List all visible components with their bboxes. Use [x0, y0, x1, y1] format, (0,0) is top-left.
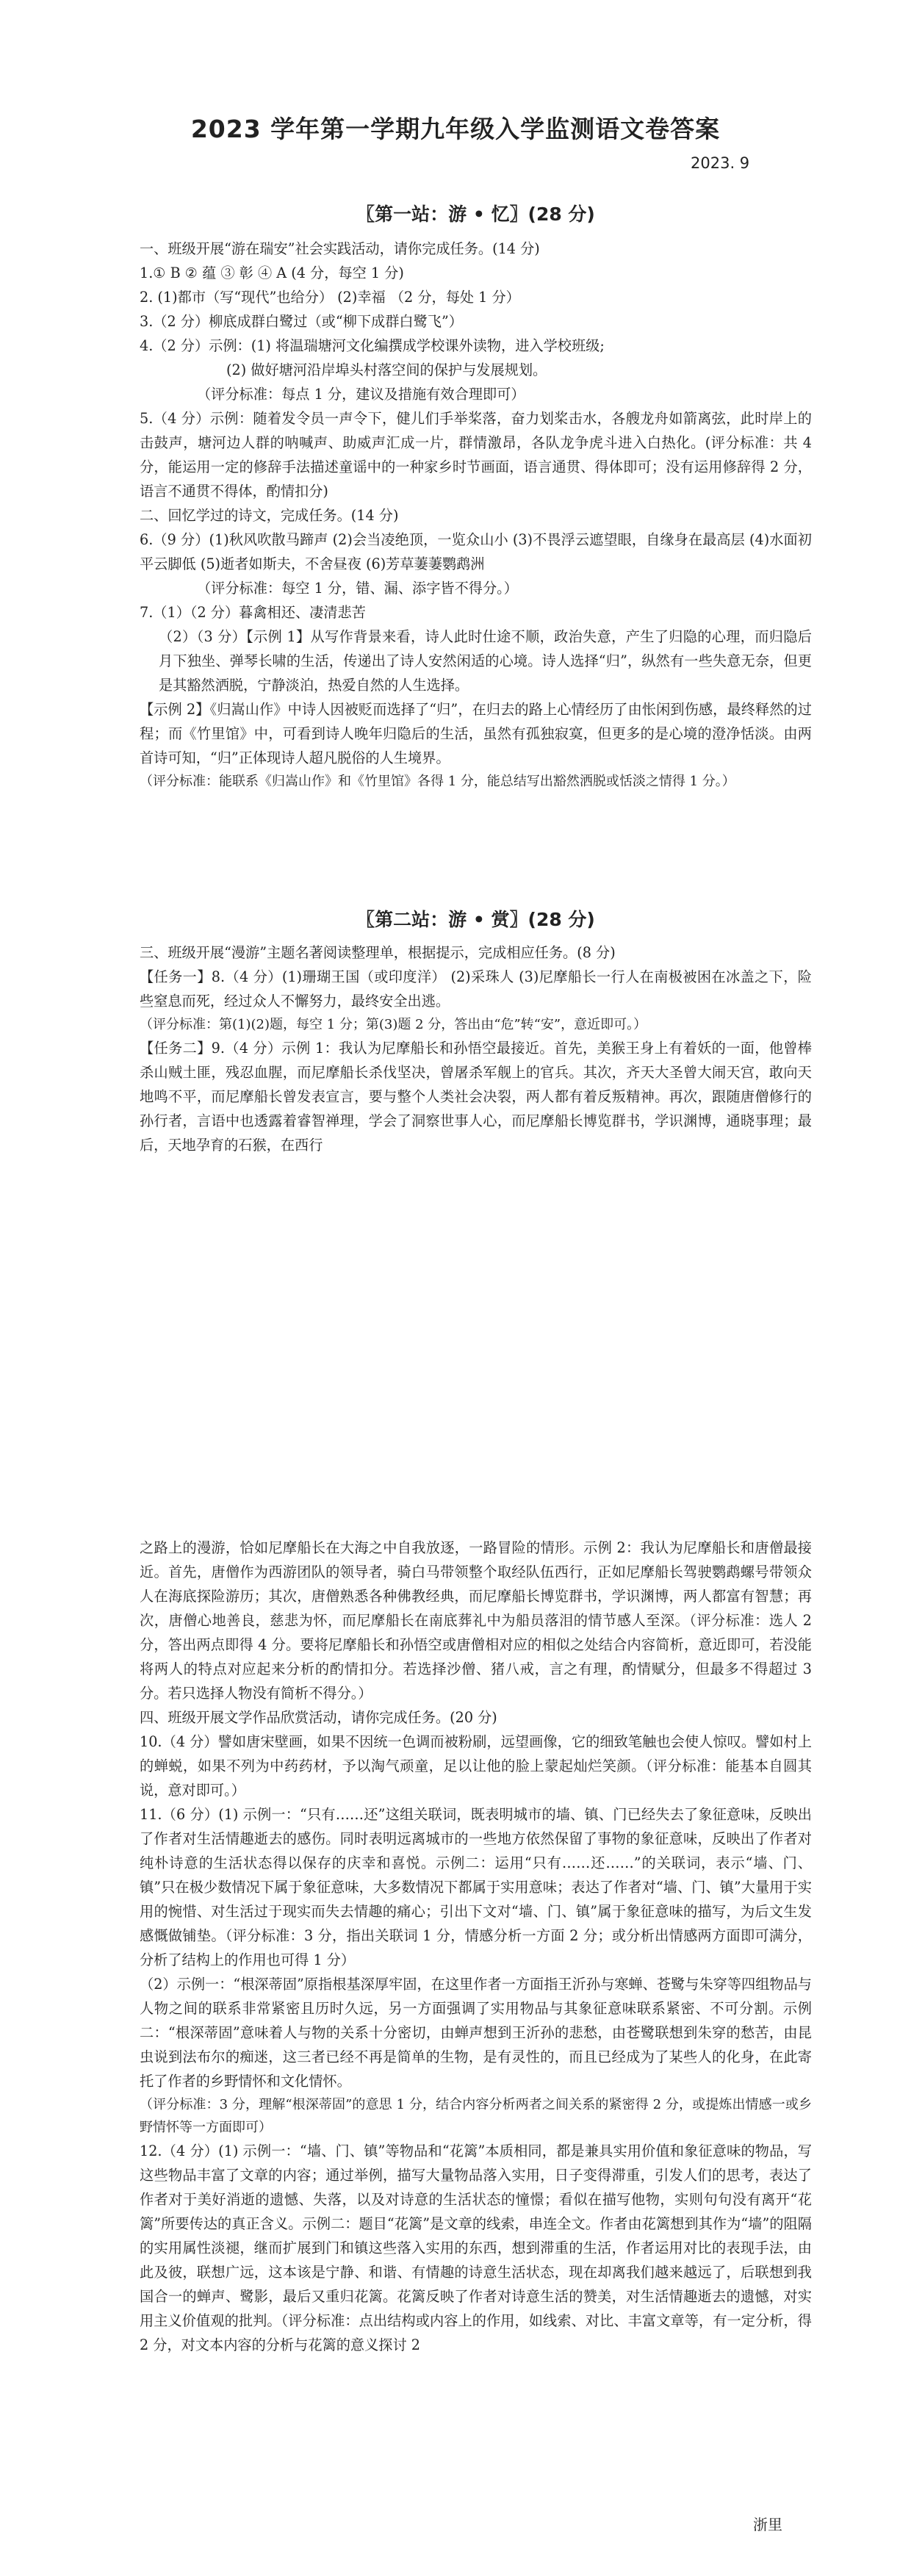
answer-7-2-example-2: 【示例 2】《归嵩山作》中诗人因被贬而选择了“归”，在归去的路上心情经历了由怅闲到伤感，最终释然的过程；而《竹里馆》中，可看到诗人晚年归隐后的生活，虽然有孤独寂寞，但更多的是心境的澄净恬淡。由两首诗可知，“归”正体现诗人超凡脱俗的人生境界。 [140, 701, 812, 766]
answer-4-2: (2) 做好塘河沿岸埠头村落空间的保护与发展规划。 [226, 361, 547, 378]
section-one [140, 200, 812, 793]
answer-12: 12.（4 分）(1) 示例一：“墙、门、镇”等物品和“花篱”本质相同，都是兼具实用价值和象征意味的物品，写这些物品丰富了文章的内容；通过举例，描写大量物品落入实用，日子变得滞重，引发人们的思考，表达了作者对于美好消逝的遗憾、失落，以及对诗意的生活状态的憧憬；看似在描写他物，实则句句没有离开“花篱”所要传达的真正含义。示例二：题目“花篱”是文章的线索，串连全文。作者由花篱想到其作为“墙”的阻隔的实用属性淡褪，继而扩展到门和镇这些落入实用的东西，想到滞重的生活，作者运用对比的表现手法，由此及彼，联想广远，这本该是宁静、和谐、有情趣的诗意生活状态，现在却离我们越来越远了，后联想到我国合一的蝉声、鹭影，最后又重归花篱。花篱反映了作者对诗意生活的赞美，对生活情趣逝去的遗憾，对实用主义价值观的批判。（评分标准：点出结构或内容上的作用，如线索、对比、丰富文章等，有一定分析，得 2 分，对文本内容的分析与花篱的意义探讨 2 [140, 2143, 812, 2353]
answer-9-part-1: 【任务二】9.（4 分）示例 1：我认为尼摩船长和孙悟空最接近。首先，美猴王身上有着妖的一面，他曾棒杀山贼土匪，残忍血腥，而尼摩船长杀伐坚决，曾屠杀军舰上的官兵。其次，齐天大圣曾大闹天宫，敢向天地鸣不平，而尼摩船长曾发表宣言，要与整个人类社会决裂，两人都有着反叛精神。再次，跟随唐僧修行的孙行者，言语中也透露着睿智禅理，学会了洞察世事人心，而尼摩船长博览群书，学识渊博，通晓事理；最后，天地孕育的石猴，在西行 [140, 1040, 812, 1154]
part-three-intro: 三、班级开展“漫游”主题名著阅读整理单，根据提示，完成相应任务。(8 分) [140, 944, 616, 961]
part-two-intro: 二、回忆学过的诗文，完成任务。(14 分) [140, 507, 399, 524]
answer-6: 6.（9 分）(1)秋风吹散马蹄声 (2)会当凌绝顶，一览众山小 (3)不畏浮云遮望眼，自缘身在最高层 (4)水面初平云脚低 (5)逝者如斯夫，不舍昼夜 (6)芳草萋萋鹦鹉洲 [140, 531, 812, 572]
answer-11-note: （评分标准：3 分，理解“根深蒂固”的意思 1 分，结合内容分析两者之间关系的紧密得 2 分，或提炼出情感一或乡野情怀等一方面即可） [140, 2097, 812, 2135]
answer-1: 1.① B ② 蕴 ③ 彰 ④ A (4 分，每空 1 分) [140, 265, 404, 281]
answer-8-note: （评分标准：第(1)(2)题，每空 1 分；第(3)题 2 分，答出由“危”转“安”，意近即可。） [140, 1017, 647, 1032]
section-two [140, 905, 812, 1157]
answer-4-1: 4.（2 分）示例：(1) 将温瑞塘河文化编撰成学校课外读物，进入学校班级; [140, 337, 605, 354]
answer-7-2-example-1: （2）（3 分）【示例 1】从写作背景来看，诗人此时仕途不顺，政治失意，产生了归隐的心理，而归隐后月下独坐、弹琴长啸的生活，传递出了诗人安然闲适的心境。诗人选择“归”，纵然有一些失意无奈，但更是其豁然洒脱，宁静淡泊，热爱自然的人生选择。 [159, 628, 812, 694]
answer-9-part-2: 之路上的漫游，恰如尼摩船长在大海之中自我放逐，一路冒险的情形。示例 2：我认为尼摩船长和唐僧最接近。首先，唐僧作为西游团队的领导者，骑白马带领整个取经队伍西行，正如尼摩船长驾驶鹦鹉螺号带领众人在海底探险游历；其次，唐僧熟悉各种佛教经典，而尼摩船长博览群书，学识渊博，两人都富有智慧；再次，唐僧心地善良，慈悲为怀，而尼摩船长在南底葬礼中为船员落泪的情节感人至深。（评分标准：选人 2 分，答出两点即得 4 分。要将尼摩船长和孙悟空或唐僧相对应的相似之处结合内容简析，意近即可，若没能将两人的特点对应起来分析的酌情扣分。若选择沙僧、猪八戒，言之有理，酌情赋分，但最多不得超过 3 分。若只选择人物没有简析不得分。） [140, 1539, 812, 1702]
answer-3: 3.（2 分）柳底成群白鹭过（或“柳下成群白鹭飞”） [140, 313, 463, 330]
section-one-heading: 〖第一站：游 • 忆〗(28 分) [356, 204, 595, 225]
answer-10: 10.（4 分）譬如唐宋壁画，如果不因统一色调而被粉刷，远望画像，它的细致笔触也会使人惊叹。譬如村上的蝉蜕，如果不列为中药药材，予以淘气顽童，足以让他的脸上蒙起灿烂笑颜。（评分标准：能基本自圆其说，意对即可。） [140, 1733, 812, 1799]
answer-11-1: 11.（6 分）(1) 示例一：“只有……还”这组关联词，既表明城市的墙、镇、门已经失去了象征意味，反映出了作者对生活情趣逝去的感伤。同时表明远离城市的一些地方依然保留了事物的象征意味，反映出了作者对纯朴诗意的生活状态得以保存的庆幸和喜悦。示例二：运用“只有……还……”的关联词，表示“墙、门、镇”只在极少数情况下属于象征意味，大多数情况下都属于实用意味；表达了作者对“墙、门、镇”大量用于实用的惋惜、对生活过于现实而失去情趣的痛心；引出下文对“墙、门、镇”属于象征意味的描写，为后文生发感慨做铺垫。（评分标准：3 分，指出关联词 1 分，情感分析一方面 2 分；或分析出情感两方面即可满分，分析了结构上的作用也可得 1 分） [140, 1806, 812, 1968]
section-two-continued [140, 1536, 812, 2357]
answer-2: 2. (1)都市（写“现代”也给分） (2)幸福 （2 分，每处 1 分） [140, 289, 520, 306]
document-title: 2023 学年第一学期九年级入学监测语文卷答案 [190, 115, 721, 143]
answer-4-note: （评分标准：每点 1 分，建议及措施有效合理即可） [197, 386, 525, 403]
answer-7-note: （评分标准：能联系《归嵩山作》和《竹里馆》各得 1 分，能总结写出豁然洒脱或恬淡之情得 1 分。） [140, 774, 735, 789]
part-four-intro: 四、班级开展文学作品欣赏活动，请你完成任务。(20 分) [140, 1709, 497, 1726]
answer-6-note: （评分标准：每空 1 分，错、漏、添字皆不得分。） [197, 580, 518, 597]
answer-11-2: （2）示例一：“根深蒂固”原指根基深厚牢固，在这里作者一方面指王沂孙与寒蝉、苍鹭与朱穿等四组物品与人物之间的联系非常紧密且历时久远，另一方面强调了实用物品与其象征意味联系紧密、不可分割。示例二：“根深蒂固”意味着人与物的关系十分密切，由蝉声想到王沂孙的悲愁，由苍鹭联想到朱穿的愁苦，由昆虫说到法布尔的痴迷，这三者已经不再是简单的生物，是有灵性的，而且已经成为了某些人的化身，在此寄托了作者的乡野情怀和文化情怀。 [140, 1976, 812, 2090]
section-two-heading: 〖第二站：游 • 赏〗(28 分) [356, 909, 595, 930]
answer-5: 5.（4 分）示例：随着发令员一声令下，健儿们手举桨落，奋力划桨击水，各艘龙舟如箭离弦，此时岸上的击鼓声，塘河边人群的呐喊声、助威声汇成一片，群情激昂，各队龙争虎斗进入白热化。(评分标准：共 4 分，能运用一定的修辞手法描述童谣中的一种家乡时节画面，语言通贯、得体即可；没有运用修辞得 2 分，语言不通贯不得体，酌情扣分) [140, 410, 812, 500]
part-one-intro: 一、班级开展“游在瑞安”社会实践活动，请你完成任务。(14 分) [140, 240, 540, 257]
document-date: 2023. 9 [691, 154, 750, 172]
page-footer: 浙里 [753, 2516, 782, 2533]
answer-7-1: 7.（1）（2 分）暮禽相还、凄清悲苦 [140, 604, 366, 621]
answer-8: 【任务一】8.（4 分）(1)珊瑚王国（或印度洋） (2)采珠人 (3)尼摩船长一行人在南极被困在冰盖之下，险些窒息而死，经过众人不懈努力，最终安全出逃。 [140, 968, 812, 1010]
